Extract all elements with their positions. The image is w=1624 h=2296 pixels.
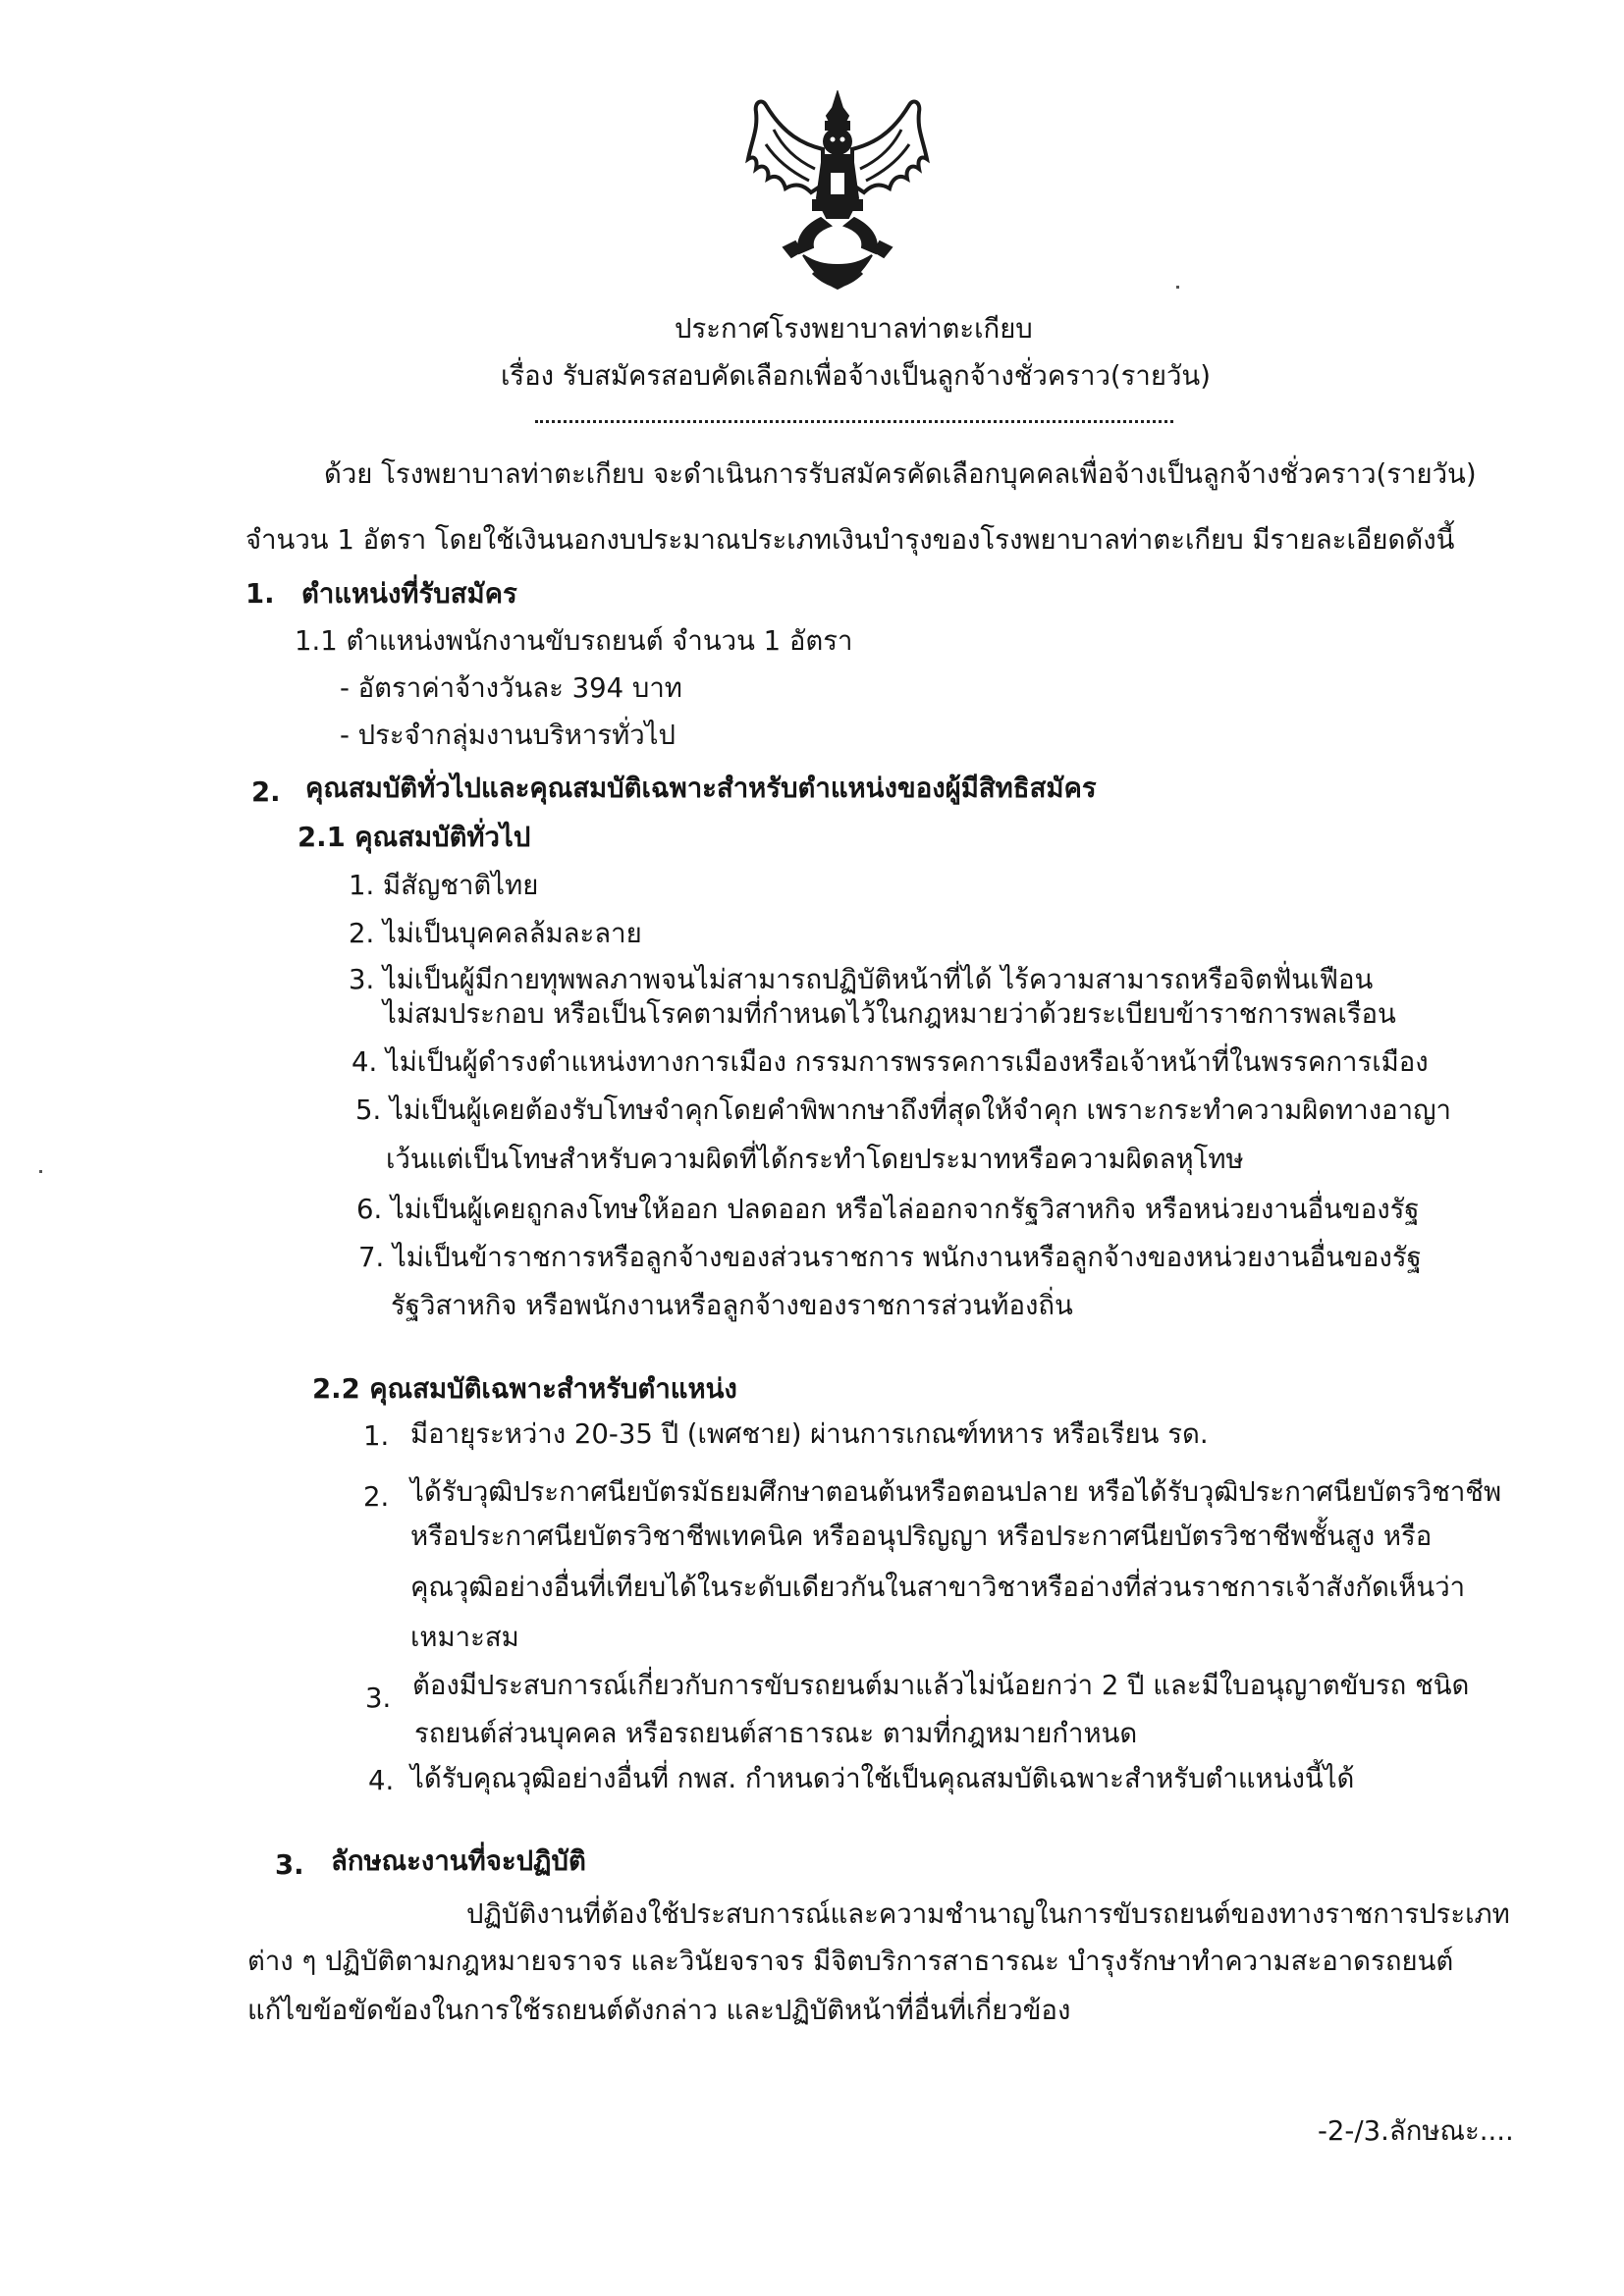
section-3-line: แก้ไขข้อขัดข้องในการใช้รถยนต์ดังกล่าว และปฏิบัติหน้าที่อื่นที่เกี่ยวข้อง [247, 1995, 1071, 2026]
general-qualification-line: 5. ไม่เป็นผู้เคยต้องรับโทษจำคุกโดยคำพิพากษาถึงที่สุดให้จำคุก เพราะกระทำความผิดทางอาญา [355, 1095, 1451, 1126]
general-qualification-line: 7. ไม่เป็นข้าราชการหรือลูกจ้างของส่วนราชการ พนักงานหรือลูกจ้างของหน่วยงานอื่นของรัฐ [358, 1242, 1422, 1273]
specific-item-line: รถยนต์ส่วนบุคคล หรือรถยนต์สาธารณะ ตามที่กฎหมายกำหนด [414, 1718, 1138, 1749]
section-1-wage: - อัตราค่าจ้างวันละ 394 บาท [340, 672, 682, 704]
section-3-line: ต่าง ๆ ปฏิบัติตามกฎหมายจราจร และวินัยจราจร มีจิตบริการสาธารณะ บำรุงรักษาทำความสะอาดรถยนต์ [247, 1946, 1454, 1977]
specific-item-line: ได้รับคุณวุฒิอย่างอื่นที่ กพส. กำหนดว่าใช้เป็นคุณสมบัติเฉพาะสำหรับตำแหน่งนี้ได้ [410, 1763, 1355, 1794]
garuda-emblem [743, 90, 932, 292]
section-3-number: 3. [275, 1849, 304, 1881]
specific-item-number: 2. [363, 1481, 390, 1513]
general-qualification-line: รัฐวิสาหกิจ หรือพนักงานหรือลูกจ้างของราชการส่วนท้องถิ่น [391, 1290, 1073, 1321]
announcement-subject: เรื่อง รับสมัครสอบคัดเลือกเพื่อจ้างเป็นลูกจ้างชั่วคราว(รายวัน) [501, 360, 1211, 392]
specific-item-number: 1. [363, 1420, 390, 1452]
specific-item-line: ต้องมีประสบการณ์เกี่ยวกับการขับรถยนต์มาแล้วไม่น้อยกว่า 2 ปี และมีใบอนุญาตขับรถ ชนิด [412, 1670, 1470, 1701]
general-qualification-line: 2. ไม่เป็นบุคคลล้มละลาย [349, 918, 642, 949]
scan-speck [1176, 286, 1179, 289]
divider-dotted [535, 420, 1173, 423]
section-2-number: 2. [251, 776, 281, 808]
specific-item-line: คุณวุฒิอย่างอื่นที่เทียบได้ในระดับเดียวกันในสาขาวิชาหรืออ่างที่ส่วนราชการเจ้าสังกัดเห็นว่า [410, 1572, 1466, 1603]
section-1-number: 1. [245, 578, 275, 610]
announcement-title: ประกาศโรงพยาบาลท่าตะเกียบ [675, 313, 1033, 345]
section-2-heading: คุณสมบัติทั่วไปและคุณสมบัติเฉพาะสำหรับตำแหน่งของผู้มีสิทธิสมัคร [305, 773, 1097, 804]
section-2-2-heading: 2.2 คุณสมบัติเฉพาะสำหรับตำแหน่ง [312, 1373, 737, 1405]
section-1-position: 1.1 ตำแหน่งพนักงานขับรถยนต์ จำนวน 1 อัตรา [295, 625, 853, 657]
intro-line-1: ด้วย โรงพยาบาลท่าตะเกียบ จะดำเนินการรับสมัครคัดเลือกบุคคลเพื่อจ้างเป็นลูกจ้างชั่วคราว(รายวัน) [324, 458, 1477, 490]
specific-item-number: 3. [365, 1682, 392, 1714]
intro-line-2: จำนวน 1 อัตรา โดยใช้เงินนอกงบประมาณประเภทเงินบำรุงของโรงพยาบาลท่าตะเกียบ มีรายละเอียดดังนี้ [245, 524, 1455, 556]
specific-item-number: 4. [368, 1765, 395, 1796]
specific-item-line: ได้รับวุฒิประกาศนียบัตรมัธยมศึกษาตอนต้นหรือตอนปลาย หรือได้รับวุฒิประกาศนียบัตรวิชาชีพ [410, 1476, 1502, 1508]
general-qualification-line: 6. ไม่เป็นผู้เคยถูกลงโทษให้ออก ปลดออก หรือไล่ออกจากรัฐวิสาหกิจ หรือหน่วยงานอื่นของรัฐ [356, 1194, 1420, 1225]
general-qualification-line: เว้นแต่เป็นโทษสำหรับความผิดที่ได้กระทำโดยประมาทหรือความผิดลหุโทษ [386, 1144, 1244, 1175]
page-continuation: -2-/3.ลักษณะ.... [1318, 2115, 1514, 2147]
section-1-unit: - ประจำกลุ่มงานบริหารทั่วไป [340, 720, 676, 751]
section-2-1-heading: 2.1 คุณสมบัติทั่วไป [298, 822, 531, 853]
specific-item-line: หรือประกาศนียบัตรวิชาชีพเทคนิค หรืออนุปริญญา หรือประกาศนียบัตรวิชาชีพชั้นสูง หรือ [410, 1521, 1433, 1552]
section-3-heading: ลักษณะงานที่จะปฏิบัติ [331, 1845, 586, 1877]
general-qualification-line: ไม่สมประกอบ หรือเป็นโรคตามที่กำหนดไว้ในกฎหมายว่าด้วยระเบียบข้าราชการพลเรือน [383, 998, 1396, 1030]
general-qualification-line: 4. ไม่เป็นผู้ดำรงตำแหน่งทางการเมือง กรรมการพรรคการเมืองหรือเจ้าหน้าที่ในพรรคการเมือง [352, 1046, 1429, 1078]
scan-speck [39, 1170, 42, 1173]
section-3-line: ปฏิบัติงานที่ต้องใช้ประสบการณ์และความชำนาญในการขับรถยนต์ของทางราชการประเภท [466, 1898, 1510, 1930]
specific-item-line: เหมาะสม [410, 1622, 519, 1653]
general-qualification-line: 1. มีสัญชาติไทย [349, 870, 539, 901]
specific-item-line: มีอายุระหว่าง 20-35 ปี (เพศชาย) ผ่านการเกณฑ์ทหาร หรือเรียน รด. [410, 1418, 1209, 1450]
general-qualification-line: 3. ไม่เป็นผู้มีกายทุพพลภาพจนไม่สามารถปฏิบัติหน้าที่ได้ ไร้ความสามารถหรือจิตฟั่นเฟือน [349, 964, 1374, 995]
section-1-heading: ตำแหน่งที่รับสมัคร [301, 578, 517, 610]
